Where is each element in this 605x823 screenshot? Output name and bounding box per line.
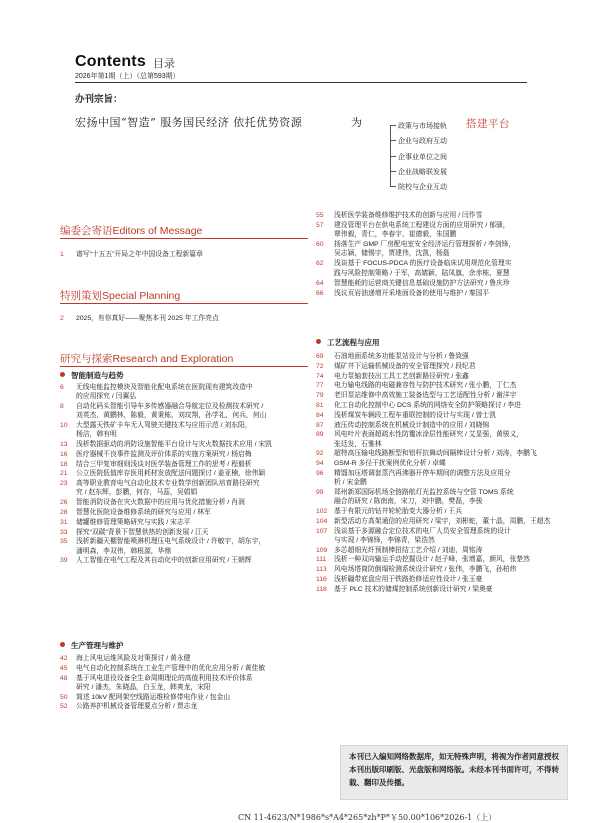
entry-page: 81 bbox=[316, 402, 324, 409]
bracket-tick bbox=[390, 125, 396, 126]
toc-entry[interactable] bbox=[60, 250, 310, 260]
entry-page: 62 bbox=[316, 260, 324, 268]
entry-page: 72 bbox=[316, 362, 324, 370]
copyright-notice: 本刊已入编知网络数据库，如无特殊声明，将视为作者同意授权本刊出版印刷版、光盘版和网络版。未经本刊书面许可，不得转载、翻印及传播。 bbox=[340, 745, 568, 800]
issue-info: 2026年第1期（上）（总第593期） bbox=[75, 73, 180, 80]
entry-title: 2025，有你真好——聚焦本刊 2025 年工作亮点 bbox=[76, 315, 219, 322]
header-divider bbox=[75, 82, 527, 83]
entry-title-line: 大型露天铁矿卡车无人驾驶关键技术与应用示范 / 刘东阳， bbox=[76, 422, 252, 429]
mission-connector: 为 bbox=[351, 116, 363, 129]
entry-title-line: 电气自动化控制系统在工业生产管理中的优化应用分析 / 黄佳敏 bbox=[76, 664, 266, 672]
toc-entry[interactable] bbox=[316, 555, 576, 564]
entry-title-line: 多芯超细光纤预制棒扭结工艺介绍 / 刘迪，周铭涛 bbox=[334, 546, 483, 554]
entry-page: 66 bbox=[316, 289, 324, 297]
toc-entry[interactable] bbox=[60, 654, 310, 663]
section-title-editors: 编委会寄语Editors of Message bbox=[60, 225, 203, 237]
toc-entry[interactable] bbox=[316, 488, 576, 506]
entry-title-line: 刘英杰，黄鹏林，陈毅，黄秉栋，刘玟翔，孙学礼，何兵，何山 bbox=[76, 412, 267, 420]
entry-page: 118 bbox=[316, 585, 327, 593]
toc-entry[interactable] bbox=[60, 469, 310, 478]
toc-entry[interactable] bbox=[60, 537, 310, 555]
entry-title-line: 智慧能耗的运营商关键信息基础设施防护方法研究 / 鲁庆珍 bbox=[334, 279, 510, 287]
entry-title-line: 公路养护机械设备管理要点分析 / 贾志龙 bbox=[76, 703, 198, 711]
entry-title-line: 液压传动控制系统在机械设计制造中的应用 / 刘晓锦 bbox=[334, 421, 490, 429]
entry-page: 13 bbox=[60, 441, 68, 448]
contents-title: Contents bbox=[75, 53, 146, 70]
entry-page: 42 bbox=[60, 655, 68, 662]
toc-entry[interactable] bbox=[316, 289, 576, 298]
entry-title-line: 浅析医学装备维修维护技术的创新与应用 / 闫作雪 bbox=[334, 212, 483, 219]
entry-title-line: 浅议页岩油递增开采地面设备的使用与维护 / 秦国平 bbox=[334, 289, 490, 297]
entry-page: 52 bbox=[60, 703, 68, 711]
toc-entry[interactable] bbox=[316, 279, 576, 288]
entry-title-line: 浅谈基于多源融合定位技术的电厂人员安全管理系统的设计 bbox=[334, 527, 511, 535]
toc-entry[interactable] bbox=[316, 527, 576, 545]
entry-title-line: 高等职业教育电气自动化技术专业数学创新团队培育路径研究 bbox=[76, 480, 260, 488]
mission-slogan: 宏扬中国“智造” 服务国民经济 依托优势资源 bbox=[75, 116, 303, 129]
entry-title-line: 基于有限元的钻井轮轮胎变大器分析 / 王兵 bbox=[334, 508, 463, 515]
entry-page: 84 bbox=[316, 411, 324, 419]
toc-list-right-top bbox=[316, 211, 576, 331]
entry-page: 16 bbox=[60, 450, 68, 458]
entry-page: 116 bbox=[316, 576, 327, 583]
entry-title-line: 电力泵轴套技出工具工艺创新路径研究 / 张鑫 bbox=[334, 372, 469, 380]
toc-entry[interactable] bbox=[60, 383, 310, 401]
entry-page: 28 bbox=[60, 509, 68, 516]
entry-page: 94 bbox=[316, 460, 324, 468]
entry-page: 35 bbox=[60, 538, 68, 546]
entry-title-line: 探究“双碳”背景下智慧供热的创新发展 / 江天 bbox=[76, 528, 209, 536]
entry-page: 39 bbox=[60, 557, 68, 565]
entry-title-line: 践与风险控制策略 / 于军，高婧颖，陆凤旗，余赤栋，夏慧 bbox=[334, 269, 510, 277]
entry-title-line: 人工智能在电气工程及其自动化中的创新应用研究 / 王朝辉 bbox=[76, 557, 252, 565]
toc-entry[interactable] bbox=[316, 401, 576, 410]
entry-page: 57 bbox=[316, 222, 324, 229]
entry-title-line: 的应用探究 / 闫翼弘 bbox=[76, 393, 137, 401]
entry-page: 102 bbox=[316, 508, 328, 515]
toc-entry[interactable] bbox=[316, 259, 576, 277]
toc-entry[interactable] bbox=[316, 372, 576, 381]
entry-page: 99 bbox=[316, 489, 324, 496]
section-title-special: 特别策划Special Planning bbox=[60, 290, 181, 302]
toc-entry[interactable] bbox=[60, 508, 310, 517]
entry-title-line: 与实现 / 李锦锋，李锦青，梁浩然 bbox=[334, 536, 435, 544]
toc-entry[interactable] bbox=[60, 421, 310, 439]
entry-page: 96 bbox=[316, 470, 324, 477]
bracket-tick bbox=[390, 140, 396, 141]
section-rule bbox=[60, 366, 308, 367]
entry-page: 33 bbox=[60, 528, 68, 536]
entry-title-line: 自动化码头智能引导车多传感器融合导航定位及检测技术研究 / bbox=[76, 403, 264, 410]
toc-entry[interactable] bbox=[316, 507, 576, 516]
toc-entry[interactable] bbox=[316, 565, 576, 574]
entry-title-line: 智慧化医院设备维修系统的研究与应用 / 林军 bbox=[76, 509, 211, 516]
entry-title-line: 扬落生产 GMP 厂房配电室安全经济运行管理探析 / 李剑锋， bbox=[334, 241, 516, 249]
entry-title-line: 浅析新疆天棚智能喷淋机理压电气系统设计 / 许敏宇，胡东宇， bbox=[76, 538, 266, 546]
entry-title-line: GSM-R 多径干扰案例优化分析 / 卓蝶 bbox=[334, 460, 446, 468]
cn-code: CN 11-4623/N*1986*s*A4*265*zh*P*￥50.00*106*2026-1（上） bbox=[238, 813, 497, 822]
entry-title-line: 融合的研究 / 陈南南，宋刀，刘中鹏，樊磊，李骏 bbox=[334, 498, 483, 506]
entry-title-line: 石油地面系统多功能泵站设计与分析 / 鲁致强 bbox=[334, 353, 469, 360]
toc-entry[interactable] bbox=[316, 391, 576, 400]
toc-entry[interactable] bbox=[60, 479, 310, 497]
mission-label: 办刊宗旨： bbox=[75, 94, 123, 105]
entry-title-line: 海上风电运维风险及对策探讨 / 黄永健 bbox=[76, 655, 191, 662]
bullet-icon bbox=[60, 372, 65, 377]
toc-entry[interactable] bbox=[316, 240, 576, 258]
entry-page: 18 bbox=[60, 460, 68, 468]
entry-page: 64 bbox=[316, 279, 324, 287]
entry-title-line: 基于风电退役设备全生命周期理论的高值利用技术评价体系 bbox=[76, 674, 253, 682]
subsection-heading: 生产管理与维护 bbox=[60, 640, 124, 651]
toc-entry[interactable] bbox=[60, 556, 310, 565]
entry-title-line: 医疗器械不良事件监测及评价体系的实施方案研究 / 杨启梅 bbox=[76, 450, 252, 458]
bullet-icon bbox=[316, 339, 321, 344]
platform-item: 企事业单位之间 bbox=[398, 153, 447, 161]
toc-entry[interactable] bbox=[316, 421, 576, 430]
toc-entry[interactable] bbox=[316, 381, 576, 390]
toc-entry[interactable] bbox=[60, 518, 310, 527]
subsection-heading: 工艺流程与应用 bbox=[316, 337, 380, 348]
entry-page: 31 bbox=[60, 518, 68, 526]
entry-title-line: 风电叶片表面超疏水性防覆冰涂层性能研究 / 艾显强，黄骏义， bbox=[334, 431, 524, 439]
entry-title-line: 覃伟毅，青仁，李春宇，崔德毅，朱国鹏 bbox=[334, 231, 457, 239]
platform-item: 企业与政府互动 bbox=[398, 137, 447, 145]
entry-page: 10 bbox=[60, 422, 68, 429]
toc-entry[interactable] bbox=[60, 702, 310, 711]
toc-entry[interactable] bbox=[316, 362, 576, 371]
entry-title-line: 电力输电线路的电磁兼容性与防护技术研究 / 张小鹏，丁仁杰 bbox=[334, 382, 517, 390]
entry-title-line: 超特高压输电线路断型和铝杆抗舞动间隔棒设计分析 / 刘涛，李鹏飞 bbox=[334, 450, 537, 458]
entry-title-line: 浅析数据驱动的消防设施智能平台设计与灾火数据技术应用 / 宋凯 bbox=[76, 441, 272, 448]
toc-list-production bbox=[60, 654, 310, 734]
toc-entry[interactable] bbox=[316, 211, 576, 220]
entry-page: 26 bbox=[60, 499, 68, 507]
toc-entry[interactable] bbox=[316, 411, 576, 420]
entry-page: 74 bbox=[316, 372, 324, 380]
toc-entry[interactable] bbox=[316, 575, 576, 584]
entry-title-line: 结合三甲复审细则浅谈对医学装备管理工作的思考 / 程毅析 bbox=[76, 460, 252, 468]
entry-page: 55 bbox=[316, 212, 324, 219]
toc-list-process bbox=[316, 352, 576, 742]
entry-page: 45 bbox=[60, 664, 68, 672]
entry-page: 109 bbox=[316, 546, 328, 554]
entry-page: 77 bbox=[316, 382, 324, 390]
entry-page: 2 bbox=[60, 315, 64, 322]
toc-entry[interactable] bbox=[316, 430, 576, 448]
entry-title-line: 风电场塔筒防倒塌检测系统设计研究 / 张伟，李鹏飞，孙柏炜 bbox=[334, 566, 517, 574]
section-title-research: 研究与探索Research and Exploration bbox=[60, 353, 234, 365]
toc-entry[interactable] bbox=[60, 693, 310, 702]
toc-entry[interactable] bbox=[316, 221, 576, 239]
entry-title-line: 杨洁，韩有明 bbox=[76, 431, 117, 439]
toc-entry[interactable] bbox=[316, 459, 576, 468]
entry-title-line: 浅析一种双向输运手动挖掘设计 / 赵子峰，张增嘉，颜风，张楚然 bbox=[334, 556, 530, 564]
entry-page: 87 bbox=[316, 421, 324, 429]
entry-title-line: 简述 10kV 配网架空线路运维检修带电作业 / 包金山 bbox=[76, 693, 231, 701]
section-rule bbox=[60, 303, 308, 304]
entry-title-line: 究 / 赵东辉，彭鹏，何存，马蕊，吴娟娟 bbox=[76, 489, 198, 497]
entry-title-line: 郑州新郑国际机场全链路航灯光监控系统与空管 TOMS 系统 bbox=[334, 489, 514, 496]
entry-title-line: 吴志颖，储锡宇，贾建伟，沈凯，杨磊 bbox=[334, 250, 450, 258]
toc-entry[interactable] bbox=[316, 449, 576, 458]
entry-page: 50 bbox=[60, 693, 68, 701]
toc-entry[interactable] bbox=[60, 674, 310, 692]
entry-page: 104 bbox=[316, 517, 328, 525]
entry-title-line: 浅析煤炭车辆段工程车重联控制的设计与实现 / 曾士凯 bbox=[334, 411, 496, 419]
entry-page: 107 bbox=[316, 527, 328, 535]
contents-title-cn: 目录 bbox=[153, 58, 175, 70]
entry-page: 92 bbox=[316, 450, 324, 458]
entry-title-line: 化工自动化控制中心 DCS 系统的网络安全防护策略探讨 / 李进 bbox=[334, 402, 521, 409]
entry-page: 69 bbox=[316, 353, 324, 360]
platform-item: 企业战略联发展 bbox=[398, 168, 447, 176]
entry-title-line: 析 / 宋金鹏 bbox=[334, 479, 367, 487]
entry-title-line: 新型活动方高架通信的应用研究 / 梁宇，刘彬蛇，董十晶，周鹏，王超杰 bbox=[334, 517, 551, 525]
entry-title-line: 储罐维修管理策略研究与实践 / 宋志平 bbox=[76, 518, 191, 526]
bracket-tick bbox=[390, 171, 396, 172]
entry-title-line: 智能消防设备在灾火数据中的应用与优化措施分析 / 肖润 bbox=[76, 499, 245, 507]
toc-entry[interactable] bbox=[316, 517, 576, 526]
entry-page: 113 bbox=[316, 566, 327, 574]
entry-page: 6 bbox=[60, 384, 64, 391]
toc-entry[interactable] bbox=[316, 352, 576, 361]
toc-entry[interactable] bbox=[316, 469, 576, 487]
toc-entry[interactable] bbox=[60, 440, 310, 449]
entry-title-line: 建设管理平台在供电系统工程建设方面的应用研究 / 郁骚， bbox=[334, 222, 510, 229]
entry-title: 谱写“十五五”开局之年中国设备工程新篇章 bbox=[76, 251, 203, 258]
platform-item: 政策与市场接轨 bbox=[398, 122, 447, 130]
entry-title-line: 张廷发，石雅林 bbox=[334, 440, 382, 448]
platform-title: 搭建平台 bbox=[466, 118, 510, 130]
entry-title-line: 潘明森，李双伟，韩根源，华鼎 bbox=[76, 547, 172, 555]
entry-title-line: 无线电能监控模块及智能化配电系统在医院现有建筑改造中 bbox=[76, 384, 253, 391]
entry-page: 79 bbox=[316, 392, 324, 400]
entry-title-line: 老旧泵站维修中高效施工装备选型与工艺适配性分析 / 谢洋宇 bbox=[334, 392, 517, 400]
entry-page: 23 bbox=[60, 480, 68, 488]
toc-list-smart-manufacturing bbox=[60, 383, 310, 635]
platform-item: 院校与企业互动 bbox=[398, 183, 447, 191]
entry-page: 60 bbox=[316, 241, 324, 249]
toc-entry[interactable] bbox=[60, 460, 310, 469]
subsection-heading: 智能制造与趋势 bbox=[60, 370, 124, 381]
entry-title-line: 公立医院低值库存医用耗材发放配送问题探讨 / 姜亚楠，徐伟颖 bbox=[76, 470, 266, 478]
bracket-tick bbox=[390, 186, 396, 187]
entry-title-line: 研究 / 潘杰，朱晓晶，白玉龙，韩爽龙，宋阳 bbox=[76, 683, 211, 691]
toc-entry[interactable] bbox=[60, 402, 310, 420]
toc-entry[interactable] bbox=[60, 314, 310, 324]
entry-title-line: 精馏加压塔调套蒸汽再沸器开停车期间的调整方法及应用分 bbox=[334, 470, 511, 477]
toc-entry[interactable] bbox=[60, 664, 310, 673]
toc-entry[interactable] bbox=[60, 498, 310, 507]
entry-page: 1 bbox=[60, 251, 64, 258]
toc-entry[interactable] bbox=[316, 546, 576, 555]
toc-entry[interactable] bbox=[60, 450, 310, 459]
bullet-icon bbox=[60, 642, 65, 647]
entry-title-line: 浅谈基于 FOCUS-PDCA 的医疗设备临床试用规范化管理实 bbox=[334, 260, 512, 268]
toc-entry[interactable] bbox=[60, 528, 310, 537]
entry-title-line: 基于 PLC 技术的储煤控制系统创新设计研究 / 梁奥豪 bbox=[334, 585, 493, 593]
section-rule bbox=[60, 238, 308, 239]
entry-page: 8 bbox=[60, 403, 64, 410]
bracket-tick bbox=[390, 156, 396, 157]
toc-entry[interactable] bbox=[316, 585, 576, 594]
entry-page: 111 bbox=[316, 556, 327, 564]
entry-page: 48 bbox=[60, 674, 68, 682]
entry-page: 21 bbox=[60, 470, 68, 478]
entry-title-line: 煤矿井下运输机械设备的安全管理探究 / 段纪君 bbox=[334, 362, 476, 370]
entry-title-line: 浅析疆带底盘应用于铁路抢修适应性设计 / 张玉豪 bbox=[334, 576, 483, 583]
entry-page: 89 bbox=[316, 431, 324, 439]
